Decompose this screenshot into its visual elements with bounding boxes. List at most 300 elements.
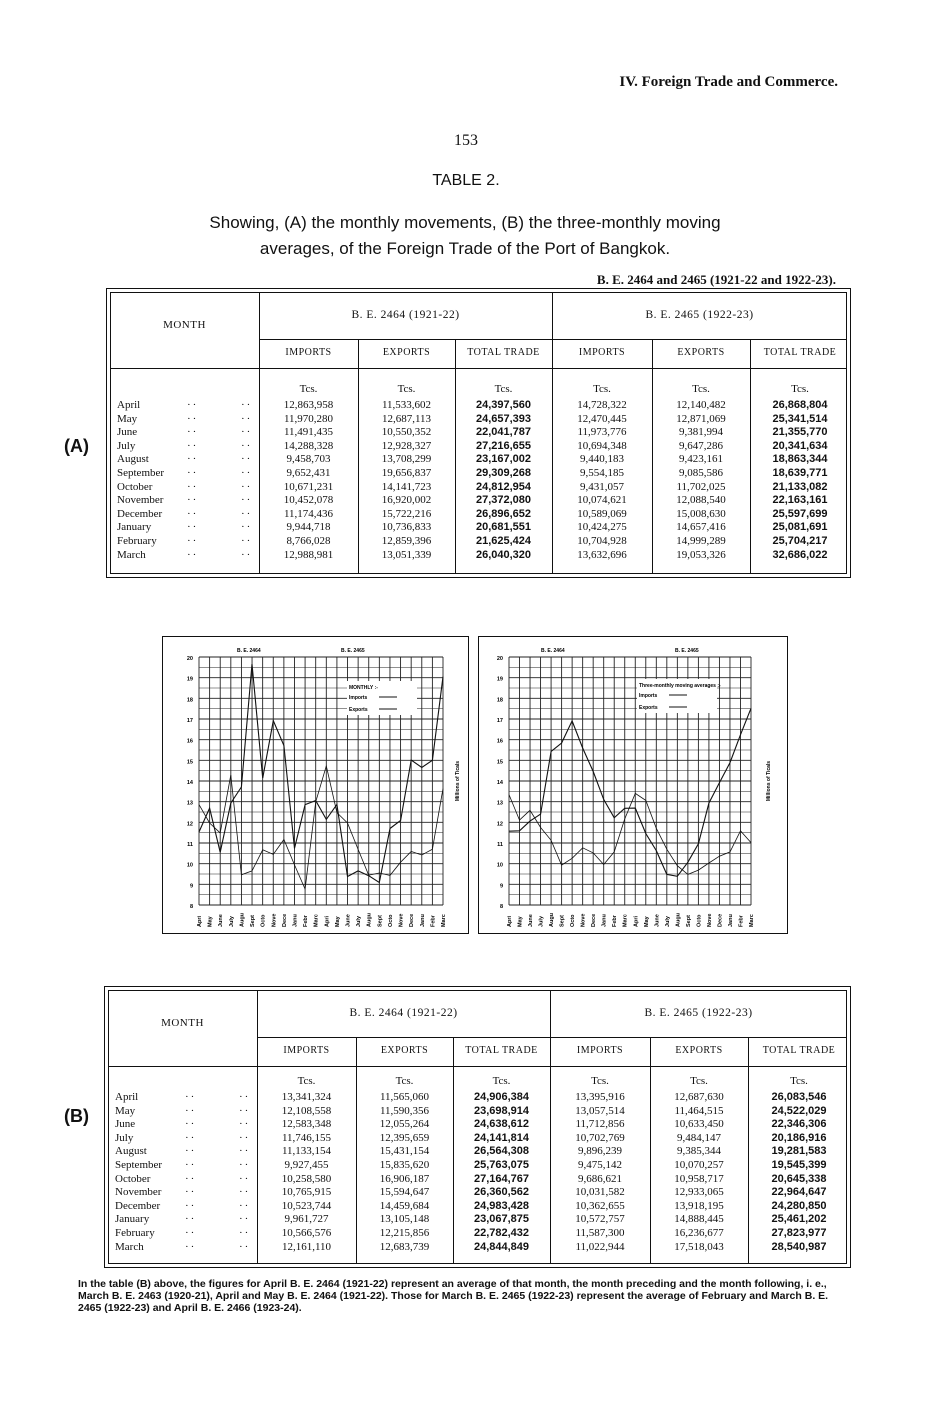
- column-header-rule: [108, 1066, 847, 1067]
- unit-label: Tcs.: [395, 1075, 414, 1087]
- table-cell: 10,572,757: [575, 1213, 625, 1226]
- table-cell: 12,859,396: [381, 535, 432, 547]
- x-tick-label: Nove: [580, 913, 587, 927]
- table-cell: 19,656,837: [381, 467, 432, 479]
- x-tick-label: Augu: [366, 912, 373, 927]
- table-cell: 10,523,744: [281, 1199, 332, 1212]
- table-cell: 23,067,875: [473, 1213, 530, 1226]
- table-cell: 10,031,582: [575, 1186, 625, 1199]
- x-tick-label: May: [207, 916, 214, 927]
- year-2-header: B. E. 2465 (1922-23): [645, 309, 754, 321]
- x-tick-label: Febr: [430, 915, 437, 927]
- legend-entry: Imports: [349, 695, 368, 701]
- table-cell: 10,736,833: [381, 521, 432, 534]
- table-cell: 20,645,338: [771, 1172, 827, 1185]
- unit-label: Tcs.: [593, 383, 611, 395]
- month-label: October: [117, 480, 153, 493]
- month-label: December: [117, 507, 163, 520]
- table-cell: 17,518,043: [674, 1240, 724, 1253]
- table-cell: 12,108,558: [281, 1104, 332, 1117]
- x-tick-label: Janu: [727, 914, 734, 927]
- x-tick-label: Sept: [559, 915, 566, 927]
- table-cell: 10,258,580: [281, 1172, 332, 1185]
- table-cell: 9,381,994: [679, 426, 723, 439]
- table-cell: 25,704,217: [772, 535, 828, 547]
- table-cell: 14,657,416: [676, 521, 726, 534]
- table-cell: 12,928,327: [381, 439, 432, 452]
- table-cell: 10,070,257: [674, 1159, 724, 1171]
- exports-header: EXPORTS: [677, 347, 725, 358]
- year-2-header: B. E. 2465 (1922-23): [644, 1007, 753, 1019]
- table-cell: 25,597,699: [772, 507, 828, 520]
- month-label: June: [115, 1118, 136, 1131]
- table-cell: 9,440,183: [580, 453, 624, 466]
- table-cell: 9,431,057: [580, 480, 624, 493]
- table-cell: 14,141,723: [381, 480, 432, 493]
- unit-label: Tcs.: [690, 1075, 708, 1087]
- table-cell: 9,085,586: [679, 467, 723, 479]
- x-tick-label: Octo: [570, 914, 577, 927]
- table-cell: 13,918,195: [674, 1199, 724, 1212]
- month-label: September: [115, 1159, 163, 1171]
- imports-header: IMPORTS: [578, 347, 626, 358]
- table-cell: 10,589,069: [577, 507, 627, 520]
- month-label: March: [115, 1240, 144, 1253]
- table-cell: 10,694,348: [577, 439, 627, 452]
- table-cell: 13,632,696: [577, 548, 627, 561]
- table-cell: 22,041,787: [475, 426, 532, 439]
- table-cell: 23,698,914: [473, 1104, 530, 1117]
- table-cell: 21,355,770: [772, 426, 828, 439]
- y-tick-label: 11: [187, 842, 193, 848]
- x-tick-label: Octo: [260, 914, 267, 927]
- leader-dots: ··: [187, 426, 199, 439]
- year-1-header: B. E. 2464 (1921-22): [351, 309, 460, 321]
- table-cell: 21,133,082: [772, 480, 828, 493]
- total-trade-header: TOTAL TRADE: [467, 347, 540, 358]
- month-label: July: [117, 439, 136, 452]
- x-tick-label: Marc: [313, 914, 320, 927]
- table-cell: 21,625,424: [475, 535, 532, 547]
- table-cell: 10,633,450: [674, 1118, 724, 1131]
- month-column-header: MONTH: [161, 1017, 204, 1029]
- leader-dots: ··: [241, 521, 253, 534]
- table-cell: 27,164,767: [473, 1172, 530, 1185]
- table-cell: 13,051,339: [381, 548, 432, 561]
- table-cell: 26,083,546: [771, 1091, 827, 1103]
- x-tick-label: May: [334, 916, 341, 927]
- table-cell: 24,844,849: [473, 1240, 530, 1253]
- y-tick-label: 12: [186, 821, 193, 828]
- x-tick-label: Sept: [250, 915, 257, 927]
- x-tick-label: Apri: [507, 916, 513, 927]
- unit-label: Tcs.: [299, 383, 318, 395]
- chart-year-2-header: B. E. 2465: [675, 648, 699, 654]
- table-cell: 12,687,630: [674, 1091, 724, 1103]
- y-axis-title: Millions of Ticals: [766, 760, 772, 802]
- y-tick-label: 15: [496, 759, 503, 766]
- x-tick-label: Marc: [622, 914, 629, 927]
- x-tick-label: Sept: [377, 915, 384, 927]
- leader-dots: ··: [187, 399, 199, 411]
- table-cell: 9,961,727: [284, 1213, 329, 1226]
- table-cell: 12,933,065: [674, 1186, 724, 1199]
- be-subtitle: B. E. 2464 and 2465 (1921-22 and 1922-23).: [596, 272, 836, 287]
- exports-header: EXPORTS: [382, 347, 431, 358]
- footnote: In the table (B) above, the figures for April B. E. 2464 (1921-22) represent an average of that month, the month preceding and the month following, i. e., March B. E. 2463 (1920-21), April and May B. E. 2464 (1921-22). Those for March B. E. 2465 (1922-23) represent the average of February and March B. E. 2465 (1922-23) and April B. E. 2466 (1923-24).: [78, 1278, 829, 1314]
- table-cell: 9,458,703: [286, 453, 331, 466]
- x-tick-label: Janu: [601, 914, 608, 927]
- leader-dots: ··: [241, 480, 253, 493]
- year-1-header: B. E. 2464 (1921-22): [349, 1007, 458, 1019]
- table-cell: 18,639,771: [772, 467, 828, 479]
- x-tick-label: June: [218, 914, 225, 927]
- table-cell: 12,140,482: [676, 399, 726, 411]
- month-label: May: [115, 1104, 136, 1117]
- unit-label: Tcs.: [692, 383, 710, 395]
- table-cell: 24,522,029: [771, 1104, 827, 1117]
- table-cell: 11,746,155: [281, 1131, 332, 1144]
- unit-label: Tcs.: [591, 1075, 609, 1087]
- x-tick-label: Febr: [738, 915, 745, 927]
- y-tick-label: 19: [496, 676, 503, 683]
- table-cell: 12,470,445: [577, 412, 627, 425]
- y-tick-label: 10: [496, 862, 503, 869]
- x-tick-label: Augu: [675, 912, 682, 927]
- table-cell: 12,583,348: [281, 1118, 332, 1131]
- unit-label: Tcs.: [494, 383, 513, 395]
- exports-header: EXPORTS: [380, 1045, 429, 1056]
- leader-dots: ··: [187, 453, 199, 466]
- x-tick-label: July: [356, 915, 363, 927]
- x-tick-label: Octo: [696, 914, 703, 927]
- table-cell: 15,835,620: [379, 1159, 430, 1171]
- table-cell: 10,424,275: [577, 521, 627, 534]
- table-cell: 27,372,080: [475, 494, 532, 507]
- table-cell: 18,863,344: [772, 453, 828, 466]
- y-axis-title: Millions of Ticals: [455, 760, 461, 802]
- month-label: April: [117, 399, 141, 411]
- table-cell: 22,782,432: [473, 1227, 530, 1239]
- chart-monthly: [162, 636, 469, 934]
- leader-dots: ··: [185, 1091, 197, 1103]
- month-label: September: [117, 467, 165, 479]
- month-label: May: [117, 412, 138, 425]
- table-cell: 13,708,299: [381, 453, 432, 466]
- y-tick-label: 14: [186, 780, 193, 786]
- y-tick-label: 13: [186, 800, 193, 807]
- table-cell: 24,906,384: [473, 1091, 530, 1103]
- table-cell: 9,652,431: [286, 467, 331, 479]
- month-label: December: [115, 1199, 161, 1212]
- month-label: June: [117, 426, 138, 439]
- leader-dots: ··: [187, 548, 199, 561]
- leader-dots: ··: [241, 399, 253, 411]
- x-tick-label: Marc: [749, 914, 755, 927]
- table-cell: 10,566,576: [281, 1227, 332, 1239]
- table-cell: 23,167,002: [475, 453, 532, 466]
- leader-dots: ··: [239, 1131, 251, 1144]
- month-label: November: [115, 1186, 162, 1199]
- table-cell: 25,341,514: [772, 412, 828, 425]
- chart-year-1-header: B. E. 2464: [541, 648, 565, 654]
- leader-dots: ··: [241, 548, 253, 561]
- table-cell: 12,395,659: [379, 1131, 430, 1144]
- leader-dots: ··: [241, 467, 253, 479]
- leader-dots: ··: [241, 494, 253, 507]
- x-tick-label: Febr: [612, 915, 619, 927]
- y-tick-label: 8: [189, 904, 193, 910]
- exports-header: EXPORTS: [675, 1045, 723, 1056]
- unit-label: Tcs.: [397, 383, 416, 395]
- table-cell: 9,423,161: [679, 453, 723, 466]
- unit-label: Tcs.: [790, 1075, 808, 1087]
- month-label: August: [115, 1145, 147, 1158]
- y-tick-label: 11: [497, 842, 503, 848]
- table-cell: 26,360,562: [473, 1186, 530, 1199]
- table-cell: 8,766,028: [286, 535, 331, 547]
- year-header-rule: [257, 1037, 847, 1038]
- series-line-exports: [509, 708, 751, 876]
- table-cell: 11,491,435: [283, 426, 334, 439]
- unit-label: Tcs.: [791, 383, 809, 395]
- x-tick-label: May: [643, 916, 650, 927]
- legend-entry: Imports: [639, 693, 658, 699]
- chart-monthly-svg: [163, 637, 468, 933]
- imports-header: IMPORTS: [283, 1045, 330, 1056]
- table-cell: 9,647,286: [679, 439, 723, 452]
- table-cell: 22,964,647: [771, 1186, 827, 1199]
- leader-dots: ··: [241, 535, 253, 547]
- caption-line-2: averages, of the Foreign Trade of the Port of Bangkok.: [259, 239, 671, 258]
- leader-dots: ··: [241, 507, 253, 520]
- y-tick-label: 19: [186, 676, 193, 683]
- imports-header: IMPORTS: [576, 1045, 624, 1056]
- table-cell: 10,550,352: [381, 426, 432, 439]
- table-cell: 14,288,328: [283, 439, 334, 452]
- leader-dots: ··: [187, 521, 199, 534]
- table-cell: 10,671,231: [283, 480, 334, 493]
- leader-dots: ··: [239, 1159, 251, 1171]
- legend-entry: Exports: [639, 705, 658, 711]
- table-cell: 20,341,634: [772, 439, 828, 452]
- table-cell: 11,712,856: [575, 1118, 625, 1131]
- table-cell: 19,545,399: [771, 1159, 827, 1171]
- leader-dots: ··: [185, 1213, 197, 1226]
- leader-dots: ··: [239, 1172, 251, 1185]
- leader-dots: ··: [187, 494, 199, 507]
- caption-line-1: Showing, (A) the monthly movements, (B) the three-monthly moving: [209, 213, 721, 232]
- series-line-imports: [509, 793, 751, 874]
- x-tick-label: July: [228, 915, 235, 927]
- y-tick-label: 13: [496, 800, 503, 807]
- table-cell: 12,871,069: [676, 412, 726, 425]
- x-tick-label: July: [538, 915, 545, 927]
- y-tick-label: 10: [186, 862, 193, 869]
- y-tick-label: 17: [186, 718, 193, 724]
- month-label: January: [115, 1213, 150, 1226]
- chart-moving-average: [478, 636, 788, 934]
- x-tick-label: Nove: [706, 913, 713, 927]
- x-tick-label: June: [654, 914, 661, 927]
- x-tick-label: Augu: [549, 912, 556, 927]
- table-cell: 9,896,239: [578, 1145, 622, 1158]
- month-label: July: [115, 1131, 134, 1144]
- table-cell: 13,341,324: [281, 1091, 332, 1103]
- table-cell: 32,686,022: [772, 548, 828, 561]
- x-tick-label: Dece: [591, 913, 598, 927]
- table-cell: 24,280,850: [771, 1199, 827, 1212]
- legend-title: MONTHLY :-: [349, 685, 378, 691]
- section-a-label: (A): [64, 436, 89, 456]
- table-cell: 20,681,551: [475, 521, 532, 534]
- y-tick-label: 16: [186, 738, 193, 745]
- table-cell: 10,702,769: [575, 1131, 625, 1144]
- table-cell: 12,215,856: [379, 1227, 430, 1239]
- table-cell: 16,920,002: [381, 494, 432, 507]
- column-header-rule: [110, 368, 847, 369]
- table-cell: 27,216,655: [475, 439, 532, 452]
- section-b-label: (B): [64, 1106, 89, 1126]
- month-column-header: MONTH: [163, 319, 206, 331]
- leader-dots: ··: [239, 1145, 251, 1158]
- table-cell: 16,236,677: [674, 1227, 724, 1239]
- leader-dots: ··: [241, 439, 253, 452]
- y-tick-label: 16: [496, 738, 503, 745]
- table-cell: 25,081,691: [772, 521, 828, 534]
- table-cell: 24,638,612: [473, 1118, 530, 1131]
- table-cell: 14,459,684: [379, 1199, 430, 1212]
- table-title: TABLE 2.: [432, 172, 500, 189]
- x-tick-label: Janu: [419, 914, 426, 927]
- month-label: March: [117, 548, 146, 561]
- leader-dots: ··: [239, 1213, 251, 1226]
- y-tick-label: 18: [186, 697, 193, 704]
- leader-dots: ··: [185, 1172, 197, 1185]
- imports-header: IMPORTS: [285, 347, 332, 358]
- table-cell: 19,053,326: [676, 548, 726, 561]
- table-cell: 12,683,739: [379, 1240, 430, 1253]
- x-tick-label: Octo: [387, 914, 394, 927]
- table-b: [104, 986, 851, 1268]
- table-cell: 28,540,987: [771, 1240, 827, 1253]
- month-label: November: [117, 494, 164, 507]
- leader-dots: ··: [185, 1145, 197, 1158]
- leader-dots: ··: [239, 1199, 251, 1212]
- x-tick-label: Dece: [281, 913, 288, 927]
- leader-dots: ··: [239, 1118, 251, 1131]
- table-cell: 11,970,280: [283, 412, 334, 425]
- leader-dots: ··: [187, 507, 199, 520]
- table-cell: 15,722,216: [381, 507, 432, 520]
- x-tick-label: Marc: [441, 914, 447, 927]
- table-cell: 12,988,981: [283, 548, 334, 561]
- x-tick-label: Sept: [685, 915, 692, 927]
- y-tick-label: 17: [496, 718, 503, 724]
- table-cell: 15,431,154: [379, 1145, 430, 1158]
- table-cell: 26,040,320: [475, 548, 532, 561]
- table-cell: 11,022,944: [575, 1240, 625, 1253]
- x-tick-label: June: [528, 914, 535, 927]
- table-cell: 25,461,202: [771, 1213, 827, 1226]
- table-cell: 29,309,268: [475, 467, 532, 479]
- table-cell: 12,161,110: [281, 1240, 332, 1253]
- month-label: February: [115, 1227, 155, 1239]
- leader-dots: ··: [239, 1227, 251, 1239]
- table-cell: 11,587,300: [575, 1227, 625, 1239]
- table-cell: 14,728,322: [577, 399, 627, 411]
- table-cell: 13,105,148: [379, 1213, 430, 1226]
- table-cell: 24,812,954: [475, 480, 532, 493]
- x-tick-label: July: [664, 915, 671, 927]
- leader-dots: ··: [185, 1186, 197, 1199]
- x-tick-label: Nove: [271, 913, 278, 927]
- table-cell: 9,944,718: [286, 521, 331, 534]
- table-cell: 14,999,289: [676, 535, 726, 547]
- table-cell: 10,704,928: [577, 535, 627, 547]
- table-cell: 26,564,308: [473, 1145, 530, 1158]
- total-trade-header: TOTAL TRADE: [763, 347, 837, 358]
- table-cell: 10,765,915: [281, 1186, 332, 1199]
- leader-dots: ··: [187, 412, 199, 425]
- table-cell: 14,888,445: [674, 1213, 724, 1226]
- table-cell: 25,763,075: [473, 1159, 530, 1171]
- x-tick-label: Janu: [292, 914, 299, 927]
- total-trade-header: TOTAL TRADE: [762, 1045, 836, 1056]
- x-tick-label: Dece: [717, 913, 724, 927]
- table-cell: 24,657,393: [475, 412, 532, 425]
- month-label: October: [115, 1172, 151, 1185]
- table-cell: 24,397,560: [475, 399, 532, 411]
- running-header: IV. Foreign Trade and Commerce.: [619, 74, 838, 90]
- table-cell: 9,475,142: [578, 1159, 622, 1171]
- table-cell: 10,452,078: [283, 494, 334, 507]
- table-cell: 20,186,916: [771, 1131, 827, 1144]
- y-tick-label: 9: [189, 883, 193, 890]
- table-cell: 11,533,602: [381, 399, 432, 411]
- x-tick-label: Apri: [197, 916, 203, 927]
- leader-dots: ··: [187, 467, 199, 479]
- y-tick-label: 20: [186, 656, 193, 662]
- x-tick-label: June: [345, 914, 352, 927]
- table-cell: 15,594,647: [379, 1186, 430, 1199]
- x-tick-label: Apri: [324, 916, 331, 927]
- month-label: February: [117, 535, 157, 547]
- table-cell: 22,346,306: [771, 1118, 827, 1131]
- page-number: 153: [454, 132, 478, 149]
- table-cell: 9,927,455: [284, 1159, 329, 1171]
- leader-dots: ··: [239, 1240, 251, 1253]
- leader-dots: ··: [185, 1199, 197, 1212]
- chart-year-1-header: B. E. 2464: [237, 648, 261, 654]
- leader-dots: ··: [185, 1118, 197, 1131]
- leader-dots: ··: [239, 1186, 251, 1199]
- table-cell: 11,590,356: [379, 1104, 430, 1117]
- table-cell: 11,133,154: [281, 1145, 332, 1158]
- unit-label: Tcs.: [492, 1075, 511, 1087]
- table-cell: 10,074,621: [577, 494, 627, 507]
- leader-dots: ··: [187, 480, 199, 493]
- table-cell: 13,057,514: [575, 1104, 625, 1117]
- unit-label: Tcs.: [297, 1075, 316, 1087]
- table-cell: 11,464,515: [674, 1104, 724, 1117]
- leader-dots: ··: [185, 1104, 197, 1117]
- leader-dots: ··: [185, 1227, 197, 1239]
- leader-dots: ··: [185, 1240, 197, 1253]
- month-label: January: [117, 521, 152, 534]
- leader-dots: ··: [185, 1159, 197, 1171]
- total-trade-header: TOTAL TRADE: [465, 1045, 538, 1056]
